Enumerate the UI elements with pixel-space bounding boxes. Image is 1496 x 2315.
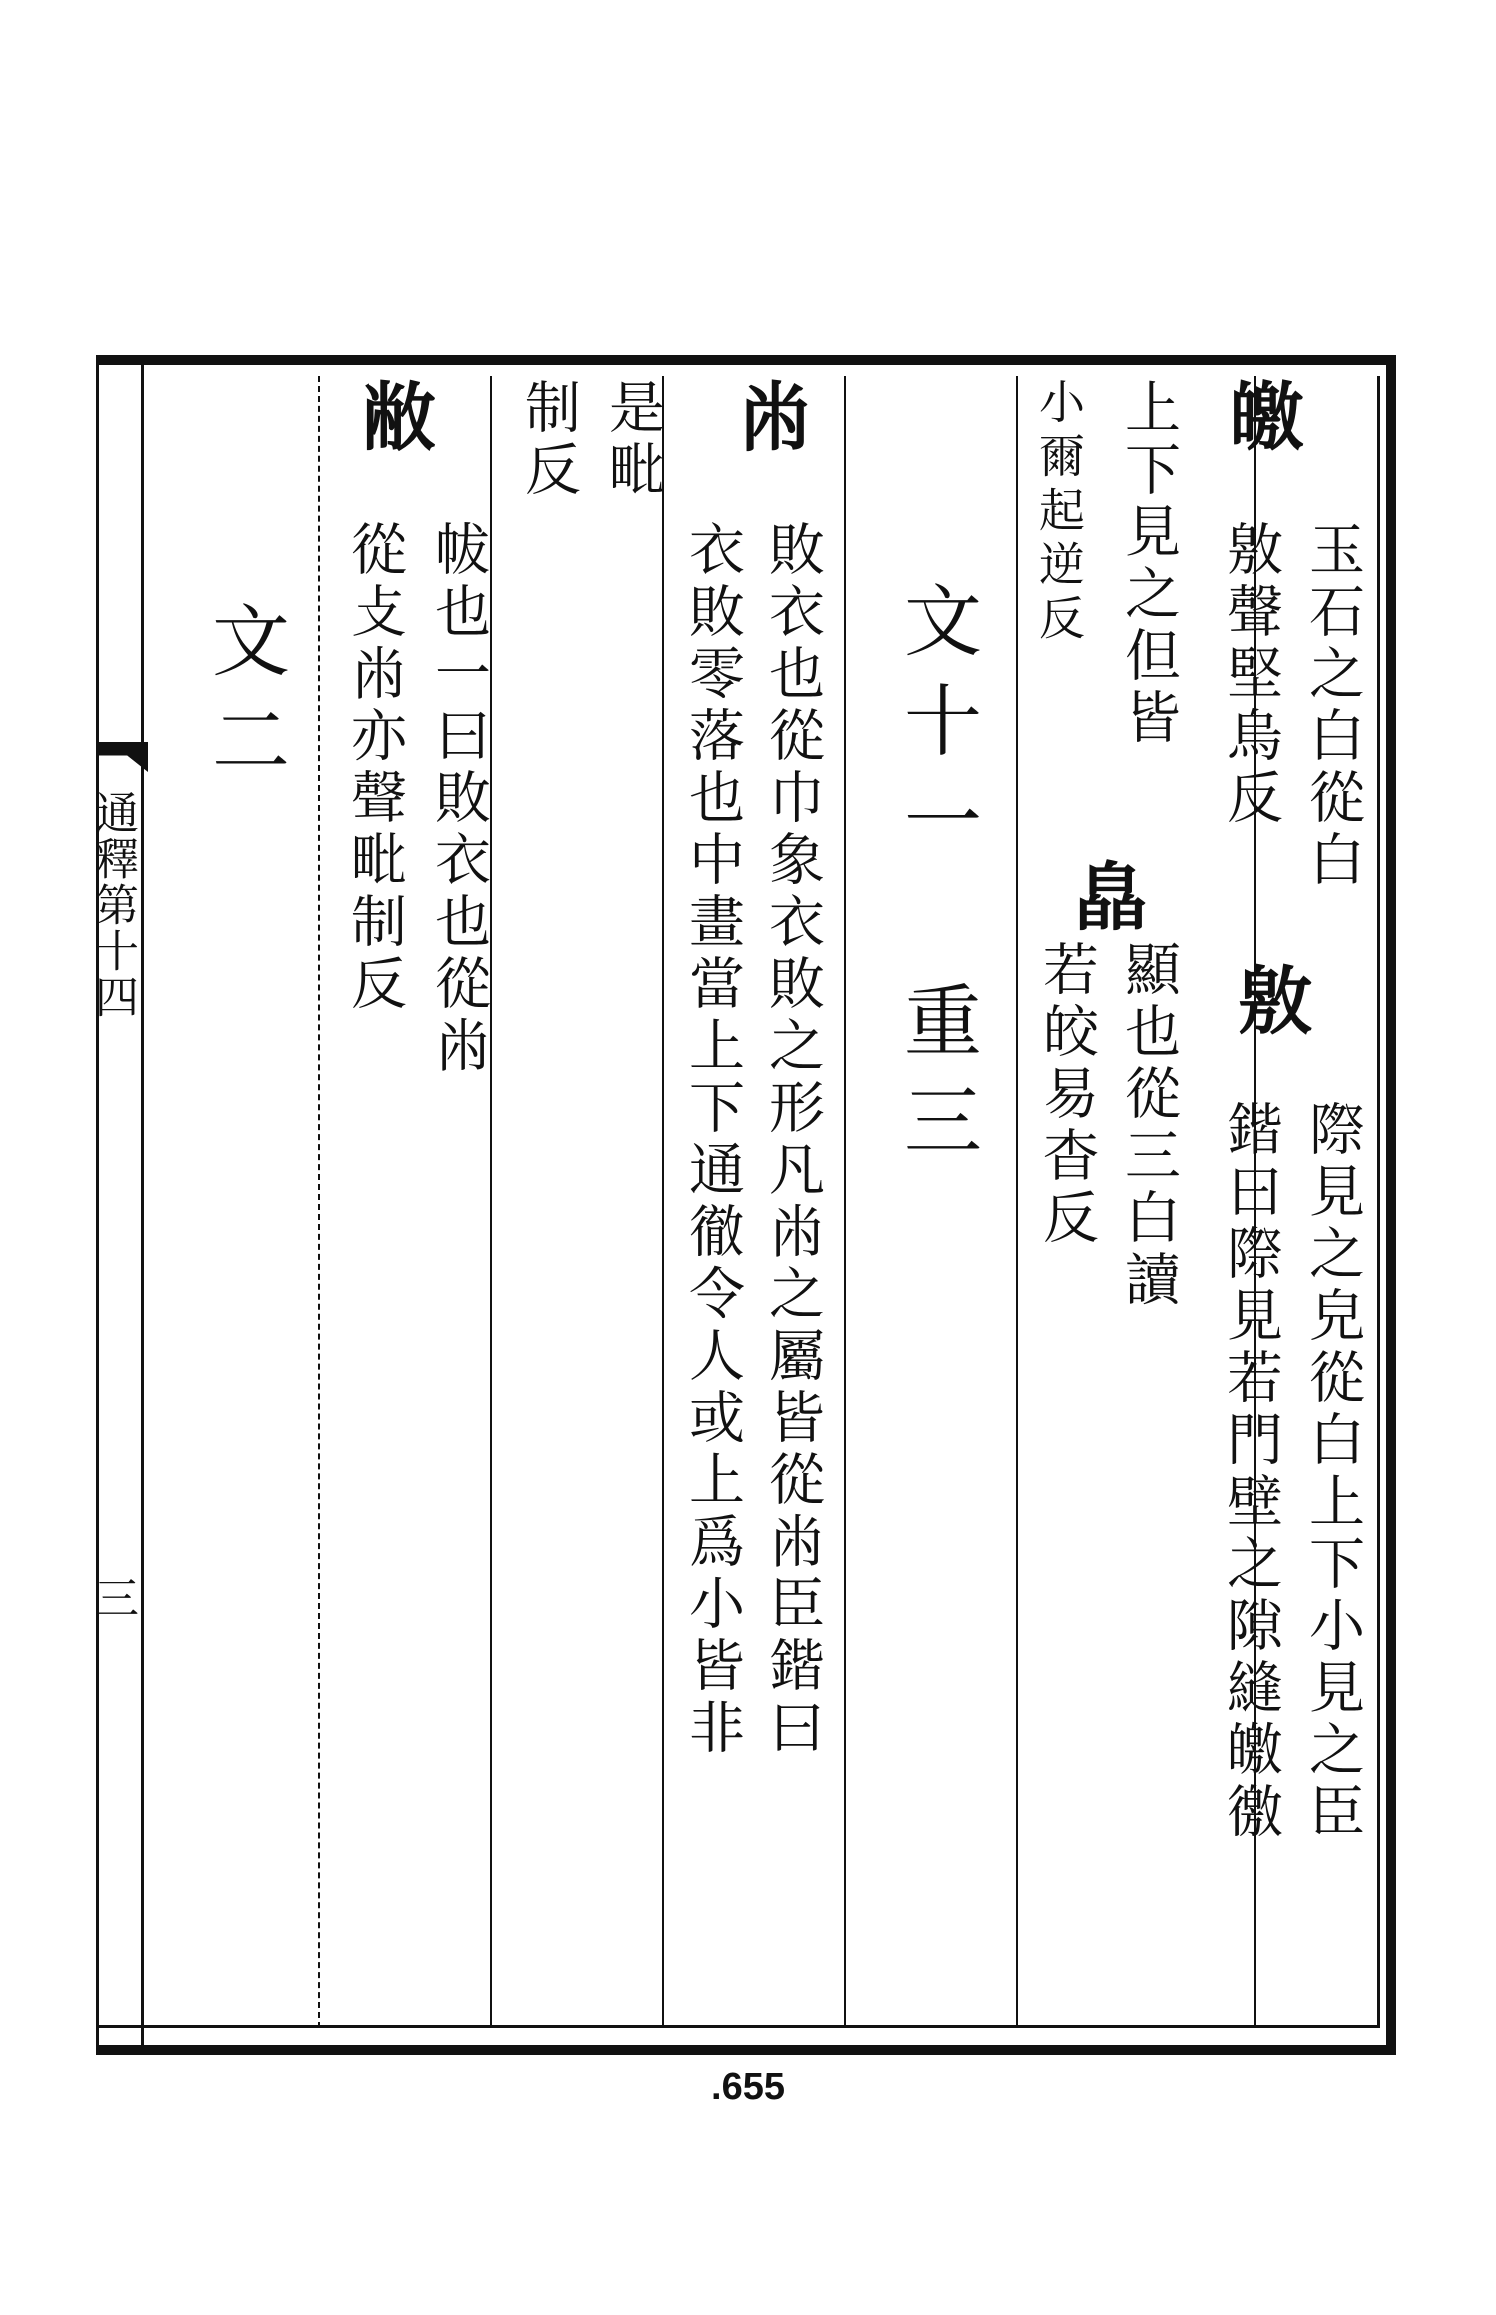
text-column: 鍇曰際見若門壁之隙縫皦徼 xyxy=(1218,1100,1283,1844)
column-rule xyxy=(844,376,846,2028)
count-summary: 文十一 重三 xyxy=(891,580,981,1180)
text-column: 敗衣也從巾象衣敗之形凡㡀之屬皆從㡀臣鍇曰 xyxy=(760,520,825,1760)
text-column: 上下見之但皆 xyxy=(1116,378,1181,750)
text-column: 顯也從三白讀 xyxy=(1116,940,1181,1312)
margin-leaf-number: 三 xyxy=(87,1575,138,1619)
text-column: 制反 xyxy=(516,378,581,502)
text-column: 小爾起逆反 xyxy=(1032,378,1086,648)
text-column: 帗也一曰敗衣也從㡀 xyxy=(426,520,491,1078)
text-column: 衣敗零落也中畫當上下通徹令人或上爲小皆非 xyxy=(680,520,745,1760)
seal-character: 敝 xyxy=(350,378,436,452)
column-rule xyxy=(318,376,320,2028)
text-column: 從攴㡀亦聲毗制反 xyxy=(342,520,407,1016)
seal-character: 皛 xyxy=(1062,858,1148,932)
text-column: 敫聲堅烏反 xyxy=(1218,520,1283,830)
text-column: 玉石之白從白 xyxy=(1300,520,1365,892)
count-summary: 文二 xyxy=(199,600,289,800)
seal-character: 皦 xyxy=(1218,378,1304,452)
text-column: 若皎易杳反 xyxy=(1034,940,1099,1250)
seal-character: 㡀 xyxy=(726,378,812,452)
column-rule xyxy=(662,376,664,2028)
folio-number: .655 xyxy=(711,2066,785,2108)
margin-column xyxy=(87,355,144,2055)
margin-title: 通釋第十四 xyxy=(87,790,138,1020)
seal-character: 敫 xyxy=(1226,962,1312,1036)
text-column: 際見之皃從白上下小見之臣 xyxy=(1300,1100,1365,1844)
text-column: 是毗 xyxy=(600,378,665,502)
column-rule xyxy=(1016,376,1018,2028)
